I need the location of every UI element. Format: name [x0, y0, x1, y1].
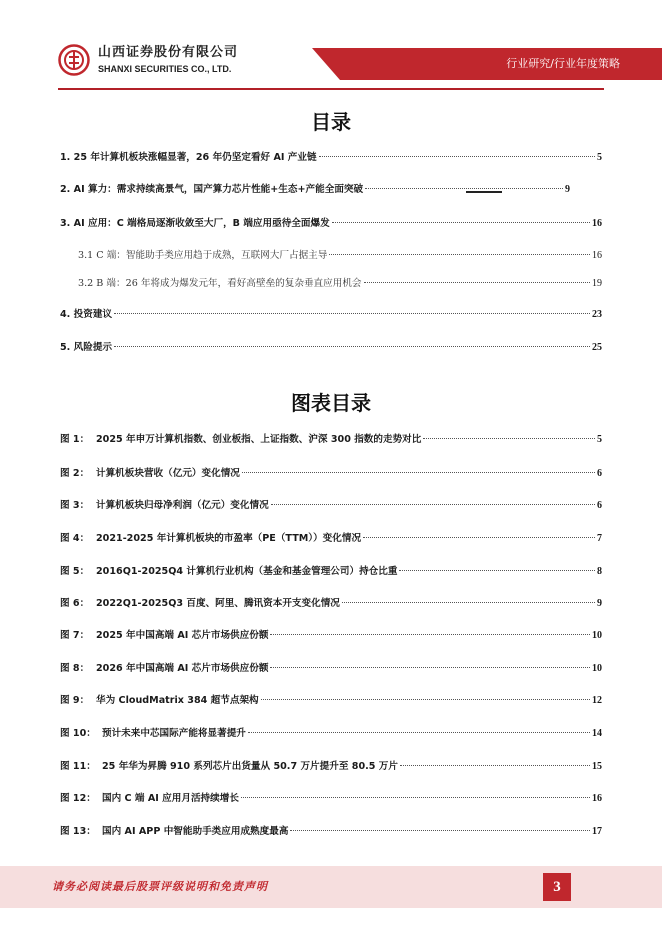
toc-item-label: 5. 风险提示 — [60, 342, 113, 353]
toc-item[interactable] — [60, 150, 602, 166]
figure-page: 5 — [597, 434, 602, 445]
toc-subitem[interactable] — [78, 276, 602, 292]
figure-number: 图 9： — [60, 695, 90, 706]
toc-item-page: 25 — [592, 342, 602, 353]
toc-subitem[interactable] — [78, 248, 602, 264]
figure-item[interactable] — [60, 564, 602, 580]
leader-dots — [290, 830, 590, 831]
toc-item-page: 19 — [592, 278, 602, 289]
figure-number: 图 11： — [60, 761, 96, 772]
leader-dots — [342, 602, 595, 603]
leader-dots — [270, 634, 590, 635]
leader-dots — [241, 797, 590, 798]
toc-item[interactable] — [60, 182, 570, 198]
figure-item[interactable] — [60, 759, 602, 775]
figure-number: 图 10： — [60, 728, 96, 739]
figure-label: 国内 C 端 AI 应用月活持续增长 — [102, 793, 239, 804]
figure-label: 2025 年申万计算机指数、创业板指、上证指数、沪深 300 指数的走势对比 — [96, 434, 422, 445]
figure-item[interactable] — [60, 531, 602, 547]
figure-number: 图 7： — [60, 630, 90, 641]
figures-title: 图表目录 — [291, 391, 371, 415]
figure-page: 10 — [592, 663, 602, 674]
figure-label: 2016Q1-2025Q4 计算机行业机构（基金和基金管理公司）持仓比重 — [96, 566, 398, 577]
company-name-en: SHANXI SECURITIES CO., LTD. — [98, 64, 232, 74]
figure-page: 14 — [592, 728, 602, 739]
company-name-cn: 山西证券股份有限公司 — [98, 45, 239, 60]
figure-number: 图 6： — [60, 598, 90, 609]
figure-label: 国内 AI APP 中智能助手类应用成熟度最高 — [102, 826, 289, 837]
figure-page: 8 — [597, 566, 602, 577]
toc-item-label: 3.1 C 端：智能助手类应用趋于成熟，互联网大厂占据主导 — [78, 250, 328, 261]
toc-item[interactable] — [60, 216, 602, 232]
figure-item[interactable] — [60, 466, 602, 482]
leader-dots — [365, 188, 563, 189]
leader-dots — [363, 537, 595, 538]
figure-item[interactable] — [60, 791, 602, 807]
toc-item-label: 3. AI 应用：C 端格局逐渐收敛至大厂，B 端应用亟待全面爆发 — [60, 218, 330, 229]
company-logo-icon — [58, 44, 90, 76]
disclaimer-note: 请务必阅读最后股票评级说明和免责声明 — [52, 880, 268, 893]
leader-dots — [271, 504, 595, 505]
toc-item-page: 23 — [592, 309, 602, 320]
leader-dots — [400, 765, 590, 766]
figure-item[interactable] — [60, 824, 602, 840]
toc-item[interactable] — [60, 307, 602, 323]
figure-number: 图 3： — [60, 500, 90, 511]
toc-item-label: 2. AI 算力：需求持续高景气，国产算力芯片性能+生态+产能全面突破 — [60, 184, 364, 195]
toc-item-page: 16 — [592, 250, 602, 261]
figure-label: 25 年华为昇腾 910 系列芯片出货量从 50.7 万片提升至 80.5 万片 — [102, 761, 398, 772]
leader-dots — [423, 438, 595, 439]
toc-item-page: 5 — [597, 152, 602, 163]
leader-dots — [319, 156, 595, 157]
figure-page: 10 — [592, 630, 602, 641]
leader-dots — [114, 313, 590, 314]
page-number: 3 — [543, 873, 571, 901]
figure-item[interactable] — [60, 693, 602, 709]
figure-page: 7 — [597, 533, 602, 544]
leader-dots — [114, 346, 590, 347]
report-category: 行业研究/行业年度策略 — [506, 57, 620, 70]
figure-number: 图 8： — [60, 663, 90, 674]
figure-label: 计算机板块归母净利润（亿元）变化情况 — [96, 500, 269, 511]
leader-dots — [242, 472, 595, 473]
figure-number: 图 13： — [60, 826, 96, 837]
figure-label: 2022Q1-2025Q3 百度、阿里、腾讯资本开支变化情况 — [96, 598, 340, 609]
figure-number: 图 4： — [60, 533, 90, 544]
toc-item-label: 4. 投资建议 — [60, 309, 113, 320]
figure-item[interactable] — [60, 596, 602, 612]
leader-dots — [364, 282, 590, 283]
figure-page: 16 — [592, 793, 602, 804]
figure-item[interactable] — [60, 661, 602, 677]
toc-item-page: 16 — [592, 218, 602, 229]
figure-number: 图 2： — [60, 468, 90, 479]
leader-dots — [329, 254, 590, 255]
figure-item[interactable] — [60, 432, 602, 448]
figure-label: 2021-2025 年计算机板块的市盈率（PE（TTM））变化情况 — [96, 533, 362, 544]
figure-item[interactable] — [60, 726, 602, 742]
figure-label: 华为 CloudMatrix 384 超节点架构 — [96, 695, 259, 706]
figure-number: 图 1： — [60, 434, 90, 445]
header-divider — [58, 88, 604, 90]
toc-item-label: 3.2 B 端：26 年将成为爆发元年，看好高壁垒的复杂垂直应用机会 — [78, 278, 362, 289]
leader-dots — [332, 222, 590, 223]
figure-page: 6 — [597, 468, 602, 479]
figure-number: 图 12： — [60, 793, 96, 804]
page-header — [0, 0, 662, 92]
toc-title: 目录 — [311, 110, 351, 134]
leader-dots — [248, 732, 590, 733]
figure-page: 12 — [592, 695, 602, 706]
figure-label: 计算机板块营收（亿元）变化情况 — [96, 468, 240, 479]
toc-item[interactable] — [60, 340, 602, 356]
figure-number: 图 5： — [60, 566, 90, 577]
figure-label: 2026 年中国高端 AI 芯片市场供应份额 — [96, 663, 269, 674]
leader-dots — [261, 699, 590, 700]
figure-page: 6 — [597, 500, 602, 511]
figure-label: 预计未来中芯国际产能将显著提升 — [102, 728, 246, 739]
figure-item[interactable] — [60, 628, 602, 644]
figure-item[interactable] — [60, 498, 602, 514]
toc-item-page: 9 — [565, 184, 570, 195]
underline-mark — [466, 191, 502, 193]
leader-dots — [399, 570, 595, 571]
figure-label: 2025 年中国高端 AI 芯片市场供应份额 — [96, 630, 269, 641]
figure-page: 17 — [592, 826, 602, 837]
leader-dots — [270, 667, 590, 668]
company-name — [98, 45, 238, 75]
figure-page: 15 — [592, 761, 602, 772]
toc-item-label: 1. 25 年计算机板块涨幅显著，26 年仍坚定看好 AI 产业链 — [60, 152, 317, 163]
figure-page: 9 — [597, 598, 602, 609]
